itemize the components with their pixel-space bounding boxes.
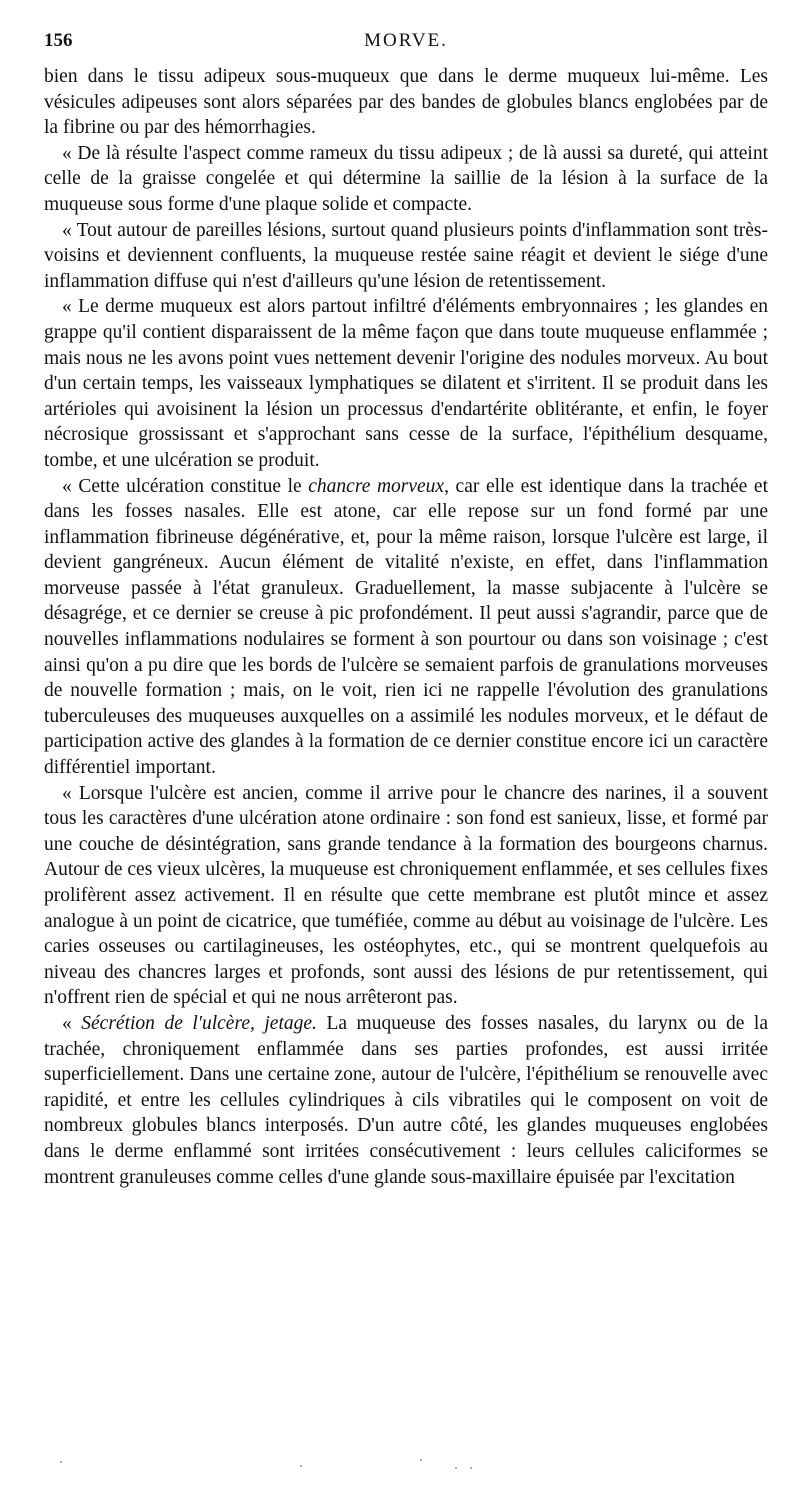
italic-phrase: chancre morveux	[308, 475, 445, 497]
text-run: « Le derme muqueux est alors partout infiltré d'éléments embryonnaires ; les glandes en grappe qu'il contient disparaissent de la même façon que dans toute muqueuse enflammée ; mais nous ne les avons point vues nettement devenir l'origine des nodules morveux. Au bout d'un certain temps, les vaisseaux lymphatiques se dilatent et s'irritent. Il se produit dans les artérioles qui avoisinent la lésion un processus d'endartérite oblitérante, et enfin, le foyer nécrosique grossissant et s'approchant sans cesse de la surface, l'épithélium desquame, tombe, et une ulcération se produit.	[44, 296, 768, 471]
running-head: MORVE.	[364, 30, 448, 51]
text-run: bien dans le tissu adipeux sous-muqueux que dans le derme muqueux lui-même. Les vésicules adipeuses sont alors séparées par des bandes de globules blancs englobées par de la fibrine ou par des hémorrhagies.	[44, 66, 768, 139]
paragraph	[44, 218, 768, 295]
paragraph	[44, 294, 768, 473]
page-number: 156	[44, 30, 73, 51]
text-run: « De là résulte l'aspect comme rameux du tissu adipeux ; de là aussi sa dureté, qui atteint celle de la graisse congelée et qui détermine la saillie de la lésion à la surface de la muqueuse sous forme d'une plaque solide et compacte.	[44, 142, 768, 215]
text-run: «	[62, 1012, 82, 1034]
paragraph	[44, 474, 768, 781]
paragraph	[44, 141, 768, 218]
paragraph	[44, 64, 768, 141]
book-page	[44, 30, 768, 1190]
text-run: « Cette ulcération constitue le	[62, 475, 309, 497]
scan-specks	[0, 1455, 800, 1475]
paragraph	[44, 781, 768, 1011]
text-run: La muqueuse des fosses nasales, du larynx ou de la trachée, chroniquement enflammée dans ses parties profondes, est aussi irritée superficiellement. Dans une certaine zone, autour de l'ulcère, l'épithélium se renouvelle avec rapidité, et entre les cellules cylindriques à cils vibratiles qui le composent on voit de nombreux globules blancs interposés. D'un autre côté, les glandes muqueuses englobées dans le derme enflammé sont irritées consécutivement : leurs cellules caliciformes se montrent granuleuses comme celles d'une glande sous-maxillaire épuisée par l'excitation	[44, 1012, 768, 1188]
text-run: « Tout autour de pareilles lésions, surtout quand plusieurs points d'inflammation sont très-voisins et deviennent confluents, la muqueuse restée saine réagit et devient le siége d'une inflammation diffuse qui n'est d'ailleurs qu'une lésion de retentissement.	[44, 219, 768, 292]
page-header	[44, 30, 768, 52]
text-run: « Lorsque l'ulcère est ancien, comme il arrive pour le chancre des narines, il a souvent tous les caractères d'une ulcération atone ordinaire : son fond est sanieux, lisse, et formé par une couche de désintégration, sans grande tendance à la formation des bourgeons charnus. Autour de ces vieux ulcères, la muqueuse est chroniquement enflammée, et ses cellules fixes prolifèrent assez activement. Il en résulte que cette membrane est plutôt mince et assez analogue à un point de cicatrice, que tuméfiée, comme au début au voisinage de l'ulcère. Les caries osseuses ou cartilagineuses, les ostéophytes, etc., qui se montrent quelquefois au niveau des chancres larges et profonds, sont aussi des lésions de pur retentissement, qui n'offrent rien de spécial et qui ne nous arrêteront pas.	[44, 782, 768, 1009]
paragraph	[44, 1011, 768, 1190]
text-run: , car elle est identique dans la trachée et dans les fosses nasales. Elle est atone, car elle repose sur un fond formé par une inflammation fibrineuse dégénérative, et, pour la même raison, lorsque l'ulcère est large, il devient gangréneux. Aucun élément de vitalité n'existe, en effet, dans l'inflammation morveuse passée à l'état granuleux. Graduellement, la masse subjacente à l'ulcère se désagrége, et ce dernier se creuse à pic profondément. Il peut aussi s'agrandir, parce que de nouvelles inflammations nodulaires se forment à son pourtour ou dans son voisinage ; c'est ainsi qu'on a pu dire que les bords de l'ulcère se semaient parfois de granulations morveuses de nouvelle formation ; mais, on le voit, rien ici ne rappelle l'évolution des granulations tuberculeuses des muqueuses auxquelles on a assimilé les nodules morveux, et le défaut de participation active des glandes à la formation de ce dernier constitue encore ici un caractère différentiel important.	[44, 475, 769, 779]
italic-phrase: Sécrétion de l'ulcère, jetage.	[81, 1012, 317, 1034]
body-text	[44, 64, 768, 1190]
